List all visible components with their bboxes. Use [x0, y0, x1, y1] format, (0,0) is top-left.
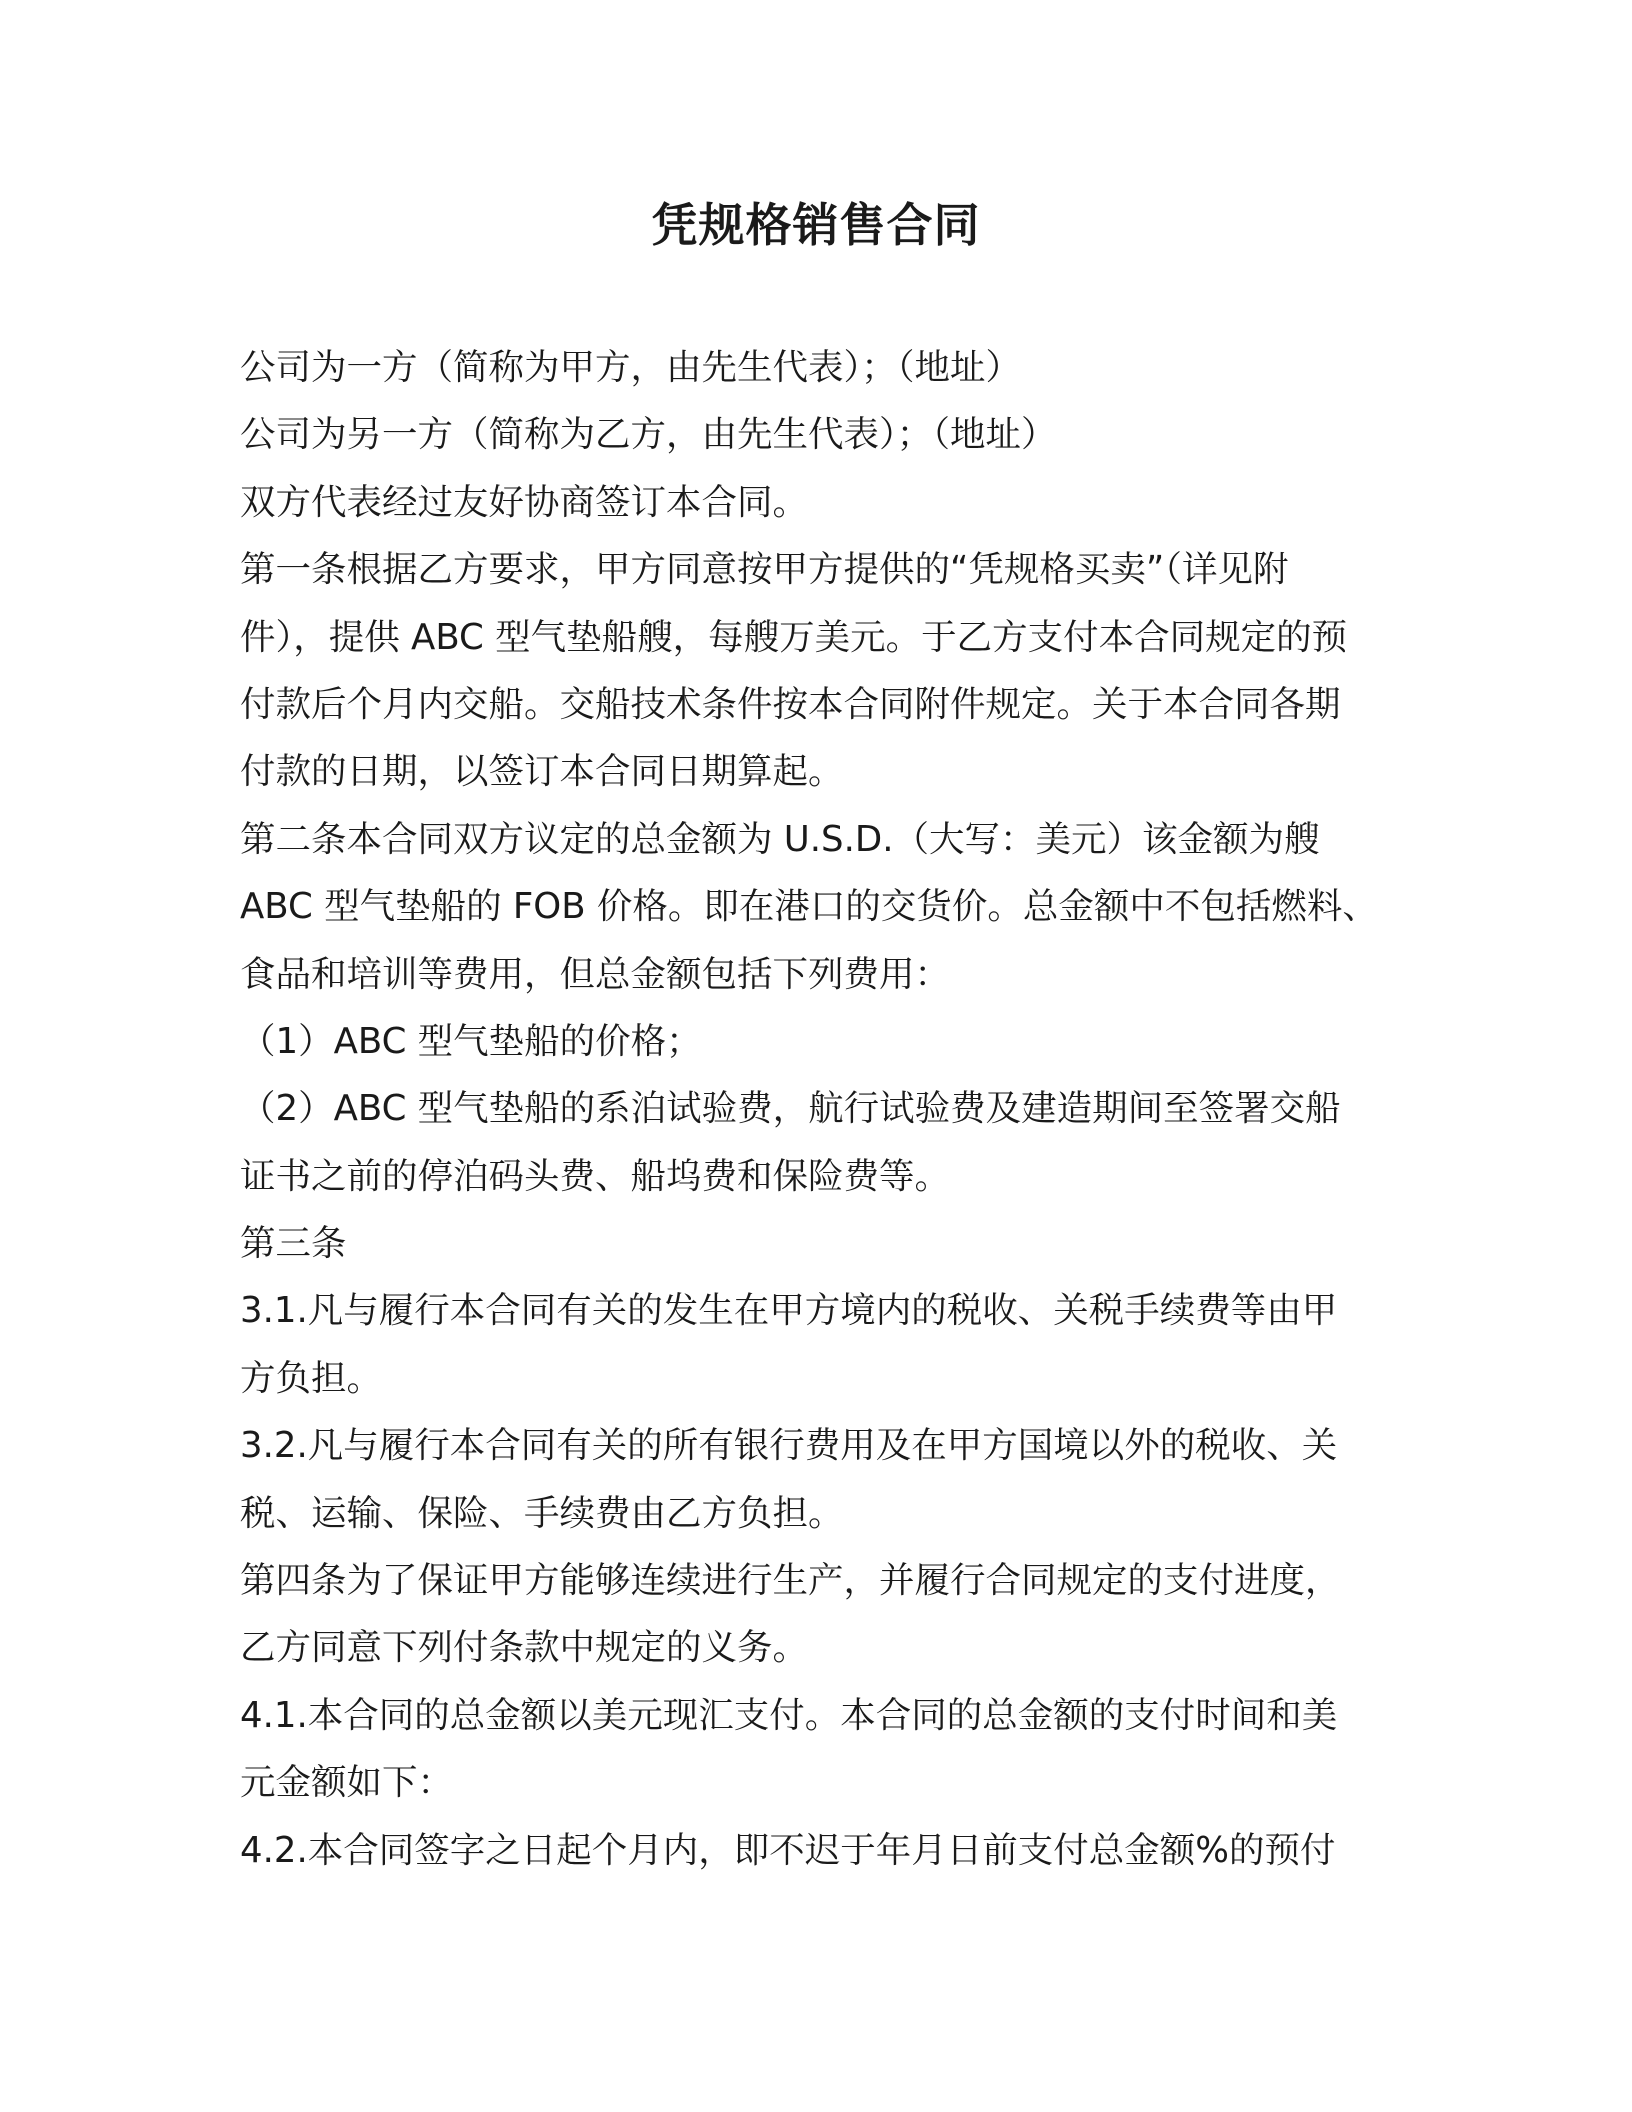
article-2-line-1: 第二条本合同双方议定的总金额为 U.S.D.（大写：美元）该金额为艘	[240, 818, 1320, 860]
article-2-item-1: （1）ABC 型气垫船的价格；	[240, 1020, 702, 1062]
article-4-line-2: 乙方同意下列付条款中规定的义务。	[240, 1627, 809, 1669]
party-b-line: 公司为另一方（简称为乙方，由先生代表）；（地址）	[240, 414, 1057, 456]
clause-3-1-line-1: 3.1.凡与履行本合同有关的发生在甲方境内的税收、关税手续费等由甲	[240, 1290, 1338, 1332]
document-title: 凭规格销售合同	[651, 198, 981, 252]
article-1-line-1: 第一条根据乙方要求，甲方同意按甲方提供的“凭规格买卖”（详见附	[240, 549, 1289, 591]
document-body	[240, 334, 1390, 1884]
article-4-line-1: 第四条为了保证甲方能够连续进行生产，并履行合同规定的支付进度，	[240, 1560, 1341, 1602]
article-2-item-2-line-1: （2）ABC 型气垫船的系泊试验费，航行试验费及建造期间至签署交船	[240, 1088, 1341, 1130]
article-2-line-2: ABC 型气垫船的 FOB 价格。即在港口的交货价。总金额中不包括燃料、	[240, 886, 1378, 928]
article-1-line-3: 付款后个月内交船。交船技术条件按本合同附件规定。关于本合同各期	[240, 683, 1341, 725]
clause-3-2-line-1: 3.2.凡与履行本合同有关的所有银行费用及在甲方国境以外的税收、关	[240, 1425, 1338, 1467]
article-1-line-4: 付款的日期，以签订本合同日期算起。	[240, 751, 844, 793]
clause-3-2-line-2: 税、运输、保险、手续费由乙方负担。	[240, 1492, 844, 1534]
article-2-line-3: 食品和培训等费用，但总金额包括下列费用：	[240, 953, 951, 995]
clause-3-1-line-2: 方负担。	[240, 1357, 383, 1399]
article-1-line-2: 件），提供 ABC 型气垫船艘，每艘万美元。于乙方支付本合同规定的预	[240, 616, 1348, 658]
clause-4-1-line-1: 4.1.本合同的总金额以美元现汇支付。本合同的总金额的支付时间和美	[240, 1694, 1338, 1736]
article-3-heading: 第三条	[240, 1223, 347, 1265]
party-a-line: 公司为一方（简称为甲方，由先生代表）；（地址）	[240, 347, 1022, 388]
clause-4-1-line-2: 元金额如下：	[240, 1762, 454, 1804]
clause-4-2-line-1: 4.2.本合同签字之日起个月内，即不迟于年月日前支付总金额%的预付	[240, 1829, 1336, 1871]
preamble-line: 双方代表经过友好协商签订本合同。	[240, 481, 809, 523]
article-2-item-2-line-2: 证书之前的停泊码头费、船坞费和保险费等。	[240, 1155, 951, 1197]
